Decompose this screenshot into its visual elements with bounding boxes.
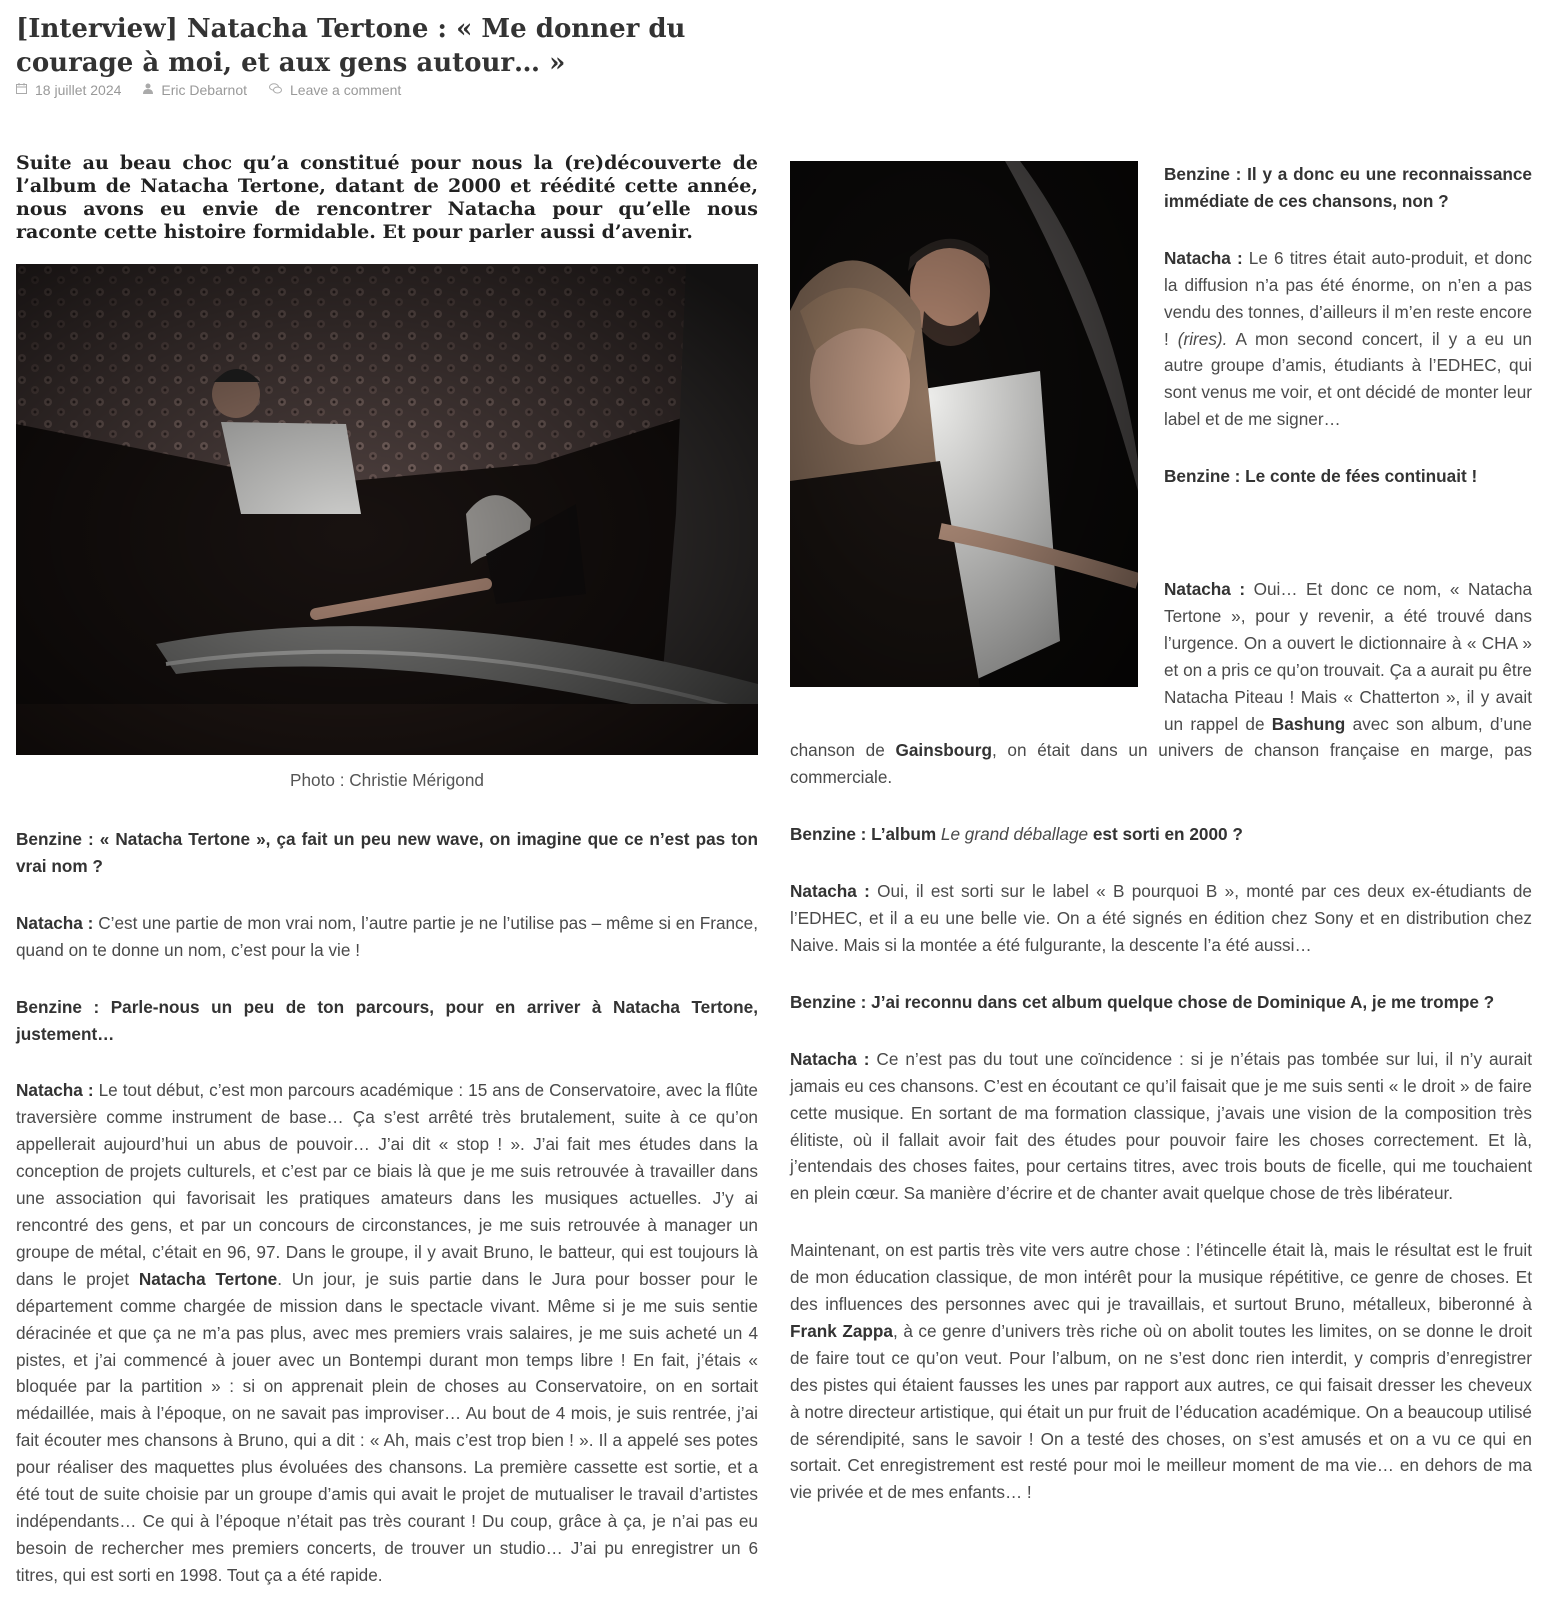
- speaker-label: Natacha :: [790, 881, 870, 902]
- speaker-label: Natacha :: [1164, 579, 1246, 599]
- question-prefix: Benzine : L’album: [790, 824, 941, 845]
- answer-text: Oui, il est sorti sur le label « B pourquoi B », monté par ces deux ex-étudiants de l’EDHEC, et il a eu une belle vie. On a été signés en édition chez Sony et en distribution chez Naive. Mais si la montée a été fulgurante, la descente l’a été aussi…: [790, 881, 1532, 955]
- question: [1164, 161, 1532, 215]
- post-date: 18 juillet 2024: [35, 82, 122, 98]
- paragraph-text: Maintenant, on est partis très vite vers autre chose : l’étincelle était là, mais le résultat est le fruit de mon éducation classique, de mon intérêt pour la musique répétitive, ce genre de choses. Et des influences des personnes avec qui je travaillais, et surtout Bruno, métalleux, biberonné à: [790, 1240, 1532, 1315]
- right-column-top: [1164, 161, 1532, 520]
- answer: [16, 910, 758, 964]
- question: [790, 989, 1532, 1016]
- photo-staircase: [16, 264, 758, 755]
- answer-text: Le tout début, c’est mon parcours académique : 15 ans de Conservatoire, avec la flûte traversière comme instrument de base… Ça s’est arrêté très brutalement, suite à ce qu’on appellerait aujourd’hui un abus de pouvoir… J’ai dit « stop ! ». J’ai fait mes études dans la conception de projets culturels, et c’est par ce biais là que je me suis retrouvée à travailler dans une association qui favorisait les pratiques amateurs dans les musiques actuelles. J’y ai rencontré des gens, et par un concours de circonstances, je me suis retrouvée à manager un groupe de métal, c’était en 96, 97. Dans le groupe, il y avait Bruno, le batteur, qui est toujours là dans le projet: [16, 1080, 758, 1289]
- artist-name: Bashung: [1271, 713, 1346, 734]
- answer-text: Ce n’est pas du tout une coïncidence : si je n’étais pas tombée sur lui, il n’y aurait jamais eu ces chansons. C’est en écoutant ce qu’il faisait que je me suis senti « le droit » de faire cette musique. En sortant de ma formation classique, j’avais une vision de la composition très élitiste, où il fallait avoir fait des études pour pouvoir faire les choses correctement. Et là, j’entendais des choses faites, pour certains titres, avec trois bouts de ficelle, qui me touchaient en plein cœur. Sa manière d’écrire et de chanter avait quelque chose de très libérateur.: [790, 1048, 1532, 1204]
- answer-text: A mon second concert, il y a eu un autre groupe d’amis, étudiants à l’EDHEC, qui sont venus me voir, et ont décidé de monter leur label et de me signer…: [1164, 328, 1532, 430]
- speaker-label: Natacha :: [790, 1048, 870, 1069]
- question-text: Benzine : Le conte de fées continuait !: [1164, 466, 1478, 487]
- question: [16, 826, 758, 880]
- post-meta: [16, 82, 423, 98]
- question-text: Benzine : J’ai reconnu dans cet album quelque chose de Dominique A, je me trompe ?: [790, 991, 1495, 1012]
- question-suffix: est sorti en 2000 ?: [1088, 824, 1243, 845]
- leave-comment-link[interactable]: Leave a comment: [290, 82, 402, 98]
- answer: [1164, 245, 1532, 433]
- photo-caption: Photo : Christie Mérigond: [290, 770, 484, 790]
- answer-text: Le 6 titres était auto-produit, et donc la diffusion n’a pas été énorme, on n’en a pas vendu des tonnes, d’ailleurs il m’en reste encore !: [1164, 247, 1532, 349]
- answer: [790, 1046, 1532, 1207]
- user-icon: [143, 83, 153, 97]
- question: [1164, 463, 1532, 490]
- question-text: Benzine : Parle-nous un peu de ton parcours, pour en arriver à Natacha Tertone, justement…: [16, 996, 758, 1044]
- artist-name: Natacha Tertone: [138, 1268, 278, 1289]
- answer: [790, 878, 1532, 959]
- article-title: [Interview] Natacha Tertone : « Me donner du courage à moi, et aux gens autour… »: [16, 14, 686, 78]
- question: [790, 821, 1532, 848]
- article-lead: Suite au beau choc qu’a constitué pour nous la (re)découverte de l’album de Natacha Tertone, datant de 2000 et réédité cette année, nous avons eu envie de rencontrer Natacha pour qu’elle nous raconte cette histoire formidable. Et pour parler aussi d’avenir.: [16, 152, 758, 243]
- question-text: Benzine : Il y a donc eu une reconnaissance immédiate de ces chansons, non ?: [1164, 164, 1532, 211]
- answer-text: avec son album, d’une chanson de: [790, 713, 1532, 761]
- left-column: [16, 826, 758, 1619]
- author-link[interactable]: Eric Debarnot: [161, 82, 247, 98]
- answer-text: , on était dans un univers de chanson française en marge, pas commerciale.: [790, 740, 1532, 788]
- speaker-label: Natacha :: [16, 912, 94, 933]
- answer-text: C’est une partie de mon vrai nom, l’autre partie je ne l’utilise pas – même si en France, quand on te donne un nom, c’est pour la vie !: [16, 912, 758, 960]
- speaker-label: Natacha :: [1164, 247, 1243, 268]
- paragraph-text: , à ce genre d’univers très riche où on abolit toutes les limites, on se donne le droit de faire tout ce qu’on veut. Pour l’album, on ne s’est donc rien interdit, y compris d’enregistrer des pistes qui étaient fausses les unes par rapport aux autres, ce qui faisait dresser les cheveux à notre directeur artistique, qui était un pur fruit de l’éducation académique. On a beaucoup utilisé de sérendipité, sans le savoir ! On a testé des choses, on s’est amusés et on a vu ce qui en sortait. Cet enregistrement est resté pour moi le meilleur moment de ma vie… en dehors de ma vie privée et de mes enfants… !: [790, 1320, 1532, 1503]
- paragraph: [790, 1237, 1532, 1506]
- question-text: Benzine : « Natacha Tertone », ça fait un peu new wave, on imagine que ce n’est pas ton vrai nom ?: [16, 829, 758, 876]
- comments-icon: [269, 83, 282, 97]
- artist-name: Gainsbourg: [895, 740, 992, 761]
- album-title: Le grand déballage: [940, 824, 1089, 845]
- answer: [16, 1077, 758, 1588]
- photo-spacer: [790, 576, 1164, 712]
- calendar-icon: [16, 83, 27, 97]
- answer-text: . Un jour, je suis partie dans le Jura pour bosser pour le département comme chargée de mission dans le spectacle vivant. Même si je me suis sentie déracinée et que ça ne m’a pas plus, avec mes premiers vrais salaires, je me suis acheté un 4 pistes, et j’ai commencé à jouer avec un Bontempi durant mon temps libre ! En fait, j’étais « bloquée par la partition » : si on apprenait plein de choses au Conservatoire, on en sortait médaillée, mais à l’époque, on ne savait pas improviser… Au bout de 4 mois, je suis rentrée, j’ai fait écouter mes chansons à Bruno, qui a dit : « Ah, mais c’est trop bien ! ». Il a appelé ses potes pour réaliser des maquettes plus évoluées des chansons. La première cassette est sortie, et a été tout de suite choisie par un groupe d’amis qui avait le projet de mutualiser le travail d’artistes indépendants… Ce qui à l’époque n’était pas très courant ! Du coup, grâce à ça, je n’ai pas eu besoin de rechercher mes premiers concerts, de trouver un studio… J’ai pu enregistrer un 6 titres, qui est sorti en 1998. Tout ça a été rapide.: [16, 1268, 758, 1585]
- right-column-main: [790, 576, 1532, 1536]
- answer-aside: (rires).: [1177, 328, 1228, 349]
- artist-name: Frank Zappa: [790, 1320, 893, 1341]
- answer-text: Oui… Et donc ce nom, « Natacha Tertone », pour y revenir, a été trouvé dans l’urgence. On a ouvert le dictionnaire à « CHA » et on a pris ce qu’on trouvait. Ça a aurait pu être Natacha Piteau ! Mais « Chatterton », il y avait un rappel de: [1164, 579, 1533, 734]
- speaker-label: Natacha :: [16, 1080, 94, 1101]
- question: [16, 994, 758, 1048]
